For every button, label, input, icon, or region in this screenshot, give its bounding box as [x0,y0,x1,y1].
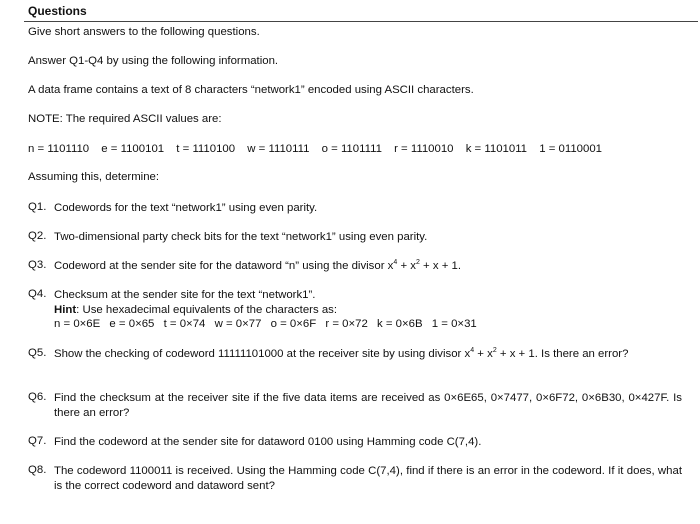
questions-header [24,0,698,22]
question-text: Two-dimensional party check bits for the text “network1” using even parity. [54,231,428,243]
hex-value: 1 = 0×31 [431,318,477,330]
ascii-value: 1 = 0110001 [539,143,603,155]
ascii-value: n = 1101110 [28,143,90,155]
ascii-values-row [28,143,611,155]
intro-line-4: NOTE: The required ASCII values are: [28,113,222,125]
question-number: Q5. [28,347,47,359]
hex-value: w = 0×77 [214,318,262,330]
intro-line-1: Give short answers to the following questions. [28,26,260,38]
question-text: Codeword at the sender site for the dataword “n” using the divisor $x^4 + x^2 + x + 1$. [54,259,462,272]
question-number: Q8. [28,464,47,476]
question-number: Q7. [28,435,47,447]
hex-value: k = 0×6B [377,318,423,330]
ascii-value: w = 1110111 [247,143,310,155]
hex-value: o = 0×6F [270,318,317,330]
hint-line: Hint: Use hexadecimal equivalents of the characters as: [54,303,338,316]
question-number: Q4. [28,288,47,300]
hex-values-row [54,317,682,332]
ascii-value: e = 1100101 [101,143,165,155]
ascii-value: r = 1110010 [394,143,454,155]
ascii-value: t = 1110100 [176,143,236,155]
hex-value: t = 0×74 [163,318,206,330]
hex-value: e = 0×65 [109,318,155,330]
question-text: The codeword 1100011 is received. Using the Hamming code C(7,4), find if there is an error in the codeword. If it does, what is the correct codeword and dataword sent? [54,465,682,492]
question-text: Find the codeword at the sender site for dataword 0100 using Hamming code C(7,4). [54,436,482,448]
question-text: Checksum at the sender site for the text “network1”. Hint: Use hexadecimal equivalents of the characters as: n = 0×6E e = 0×65 t = 0×74 w = 0×77 o = 0×6F r = 0×72 k = 0×6B 1 = 0×31 [54,288,682,332]
hex-value: n = 0×6E [54,318,101,330]
hex-value: r = 0×72 [325,318,368,330]
question-number: Q1. [28,201,47,213]
intro-line-2: Answer Q1-Q4 by using the following information. [28,55,279,67]
question-number: Q3. [28,259,47,271]
question-text: Show the checking of codeword 11111101000 at the receiver site by using divisor $x^4 + x^2 + x + 1$. Is there an error? [54,347,629,360]
ascii-value: k = 1101011 [465,143,528,155]
question-text: Find the checksum at the receiver site if the five data items are received as 0×6E65, 0×7477, 0×6F72, 0×6B30, 0×427F. Is there an error? [54,392,682,419]
question-number: Q6. [28,391,47,403]
intro-line-3: A data frame contains a text of 8 characters “network1” encoded using ASCII characters. [28,84,474,96]
ascii-value: o = 1101111 [321,143,382,155]
question-text: Codewords for the text “network1” using even parity. [54,202,318,214]
intro-line-5: Assuming this, determine: [28,171,160,183]
question-number: Q2. [28,230,47,242]
page-title: Questions [28,4,87,18]
